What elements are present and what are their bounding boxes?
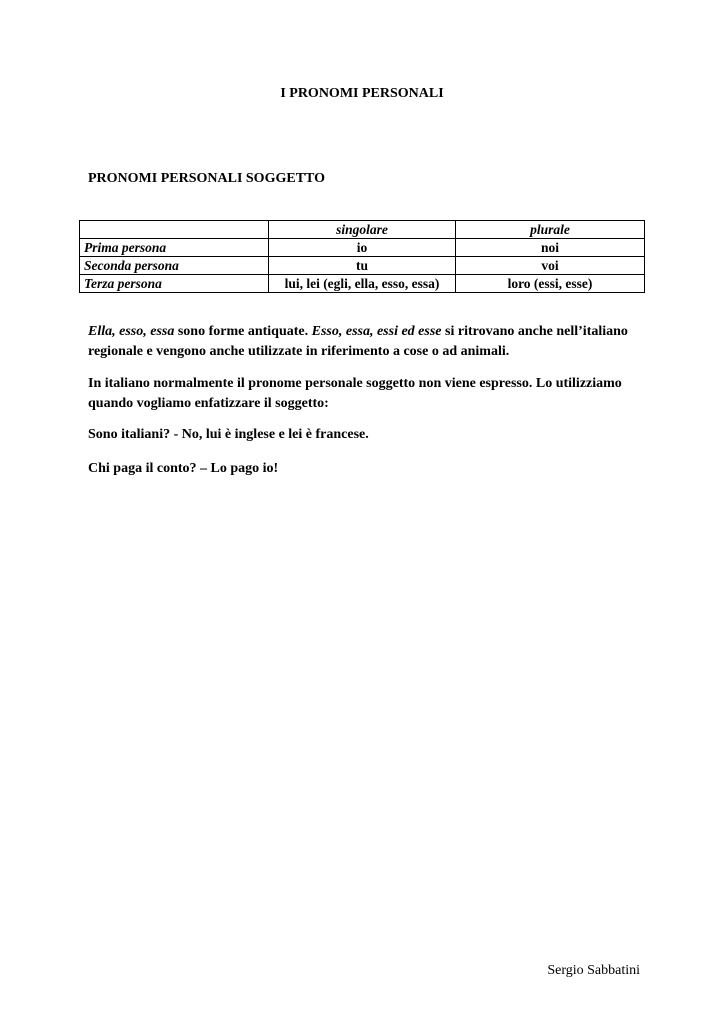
paragraph-subject-usage: In italiano normalmente il pronome personale soggetto non viene espresso. Lo utilizziamo quando vogliamo enfatizzare il soggetto: [88,376,622,411]
table-cell: noi [456,239,645,257]
example-sentence: Chi paga il conto? – Lo pago io! [88,461,279,476]
table-cell: Terza persona [80,275,269,293]
table-cell: Prima persona [80,239,269,257]
table-cell: loro (essi, esse) [456,275,645,293]
table-cell: voi [456,257,645,275]
paragraph-antiquated-forms [88,322,648,362]
table-row [80,257,645,275]
table-row [80,239,645,257]
body-text: sono forme antiquate. [174,324,312,339]
pronouns-table [79,220,645,293]
table-header-row [80,221,645,239]
italic-text: Esso, essa, essi ed esse [311,324,442,339]
table-cell: tu [269,257,456,275]
footer-author: Sergio Sabbatini [547,963,640,978]
section-heading: PRONOMI PERSONALI SOGGETTO [88,171,326,186]
italic-text: Ella, esso, essa [88,324,175,339]
table-cell: Seconda persona [80,257,269,275]
example-sentence: Sono italiani? - No, lui è inglese e lei è francese. [88,427,369,442]
table-cell: io [269,239,456,257]
table-header-cell: singolare [269,221,456,239]
table-header-cell [80,221,269,239]
body-text: si ritrovano anche nell’italiano regionale e vengono anche utilizzate in riferimento a cose o ad animali. [88,324,628,359]
table-row [80,275,645,293]
page-title: I PRONOMI PERSONALI [280,86,444,101]
table-cell: lui, lei (egli, ella, esso, essa) [269,275,456,293]
table-header-cell: plurale [456,221,645,239]
